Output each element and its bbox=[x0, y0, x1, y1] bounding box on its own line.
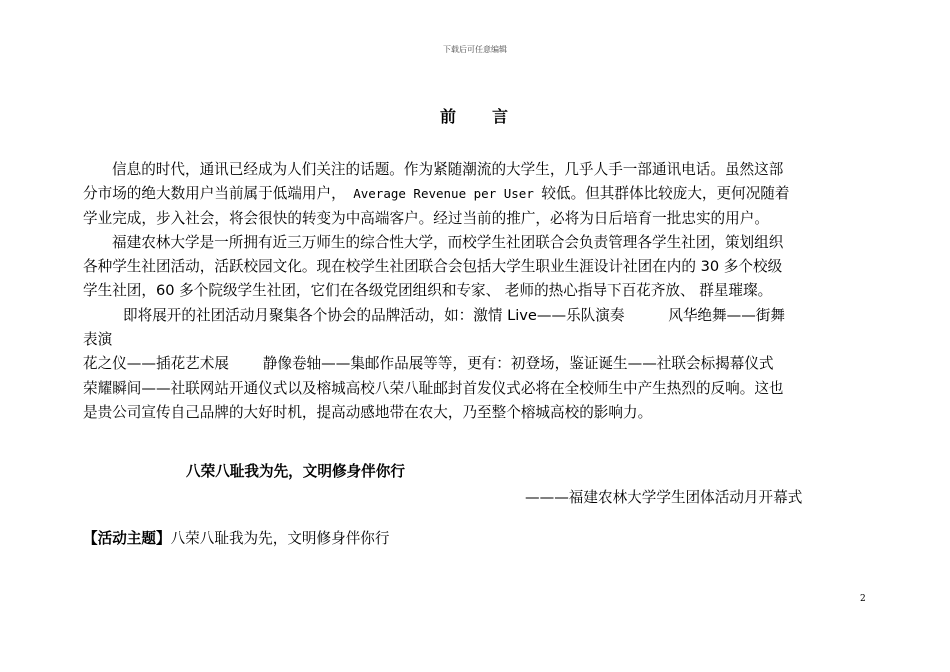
paragraph-line: 花之仪——插花艺术展 静像卷轴——集邮作品展等等，更有：初登场，鉴证诞生——社联会标揭幕仪式 bbox=[83, 355, 774, 373]
paragraph-1 bbox=[83, 158, 873, 231]
activity-theme-value: 八荣八耻我为先，文明修身伴你行 bbox=[170, 530, 390, 547]
paragraph-line: 各种学生社团活动，活跃校园文化。现在校学生社团联合会包括大学生职业生涯设计社团在内的 30 多个校级 bbox=[83, 258, 783, 276]
slogan-heading: 八荣八耻我为先，文明修身伴你行 bbox=[186, 463, 405, 480]
activity-theme bbox=[83, 527, 390, 548]
paragraph-3 bbox=[83, 304, 873, 425]
document-title bbox=[0, 104, 950, 127]
paragraph-line: 荣耀瞬间——社联网站开通仪式以及榕城高校八荣八耻邮封首发仪式必将在全校师生中产生热烈的反响。这也 bbox=[83, 379, 784, 397]
paragraph-line: 是贵公司宣传自己品牌的大好时机，提高动感地带在农大，乃至整个榕城高校的影响力。 bbox=[83, 403, 653, 421]
paragraph-text: 分市场的绝大数用户当前属于低端用户， bbox=[83, 185, 346, 203]
paragraph-line: 学生社团，60 多个院级学生社团，它们在各级党团组织和专家、 老师的热心指导下百花齐放、 群星璀璨。 bbox=[83, 282, 773, 300]
page-header: 下载后可任意编辑 bbox=[443, 45, 507, 54]
page-number: 2 bbox=[860, 594, 866, 604]
paragraph-line: 即将展开的社团活动月聚集各个协会的品牌活动，如：激情 Live——乐队演奏 风华绝舞——街舞 bbox=[123, 306, 785, 324]
slogan-attribution: ———福建农林大学学生团体活动月开幕式 bbox=[525, 489, 803, 506]
paragraph-line: 表演 bbox=[83, 331, 113, 349]
activity-theme-label: 【活动主题】 bbox=[83, 530, 171, 547]
paragraph-text: 较低。但其群体比较庞大，更何况随着 bbox=[541, 185, 790, 203]
arpu-term: Average Revenue per User bbox=[345, 186, 542, 202]
title-char-2: 言 bbox=[492, 107, 511, 126]
paragraph-line: 学业完成，步入社会，将会很快的转变为中高端客户。经过当前的推广，必将为日后培育一批忠实的用户。 bbox=[83, 209, 769, 227]
body-text bbox=[83, 158, 873, 425]
title-char-1: 前 bbox=[439, 107, 458, 126]
paragraph-line: 信息的时代，通讯已经成为人们关注的话题。作为紧随潮流的大学生，几乎人手一部通讯电话。虽然这部 bbox=[112, 161, 784, 178]
paragraph-line: 福建农林大学是一所拥有近三万师生的综合性大学，而校学生社团联合会负责管理各学生社团，策划组织 bbox=[112, 233, 784, 251]
paragraph-2 bbox=[83, 231, 873, 304]
paragraph-line bbox=[83, 182, 873, 206]
